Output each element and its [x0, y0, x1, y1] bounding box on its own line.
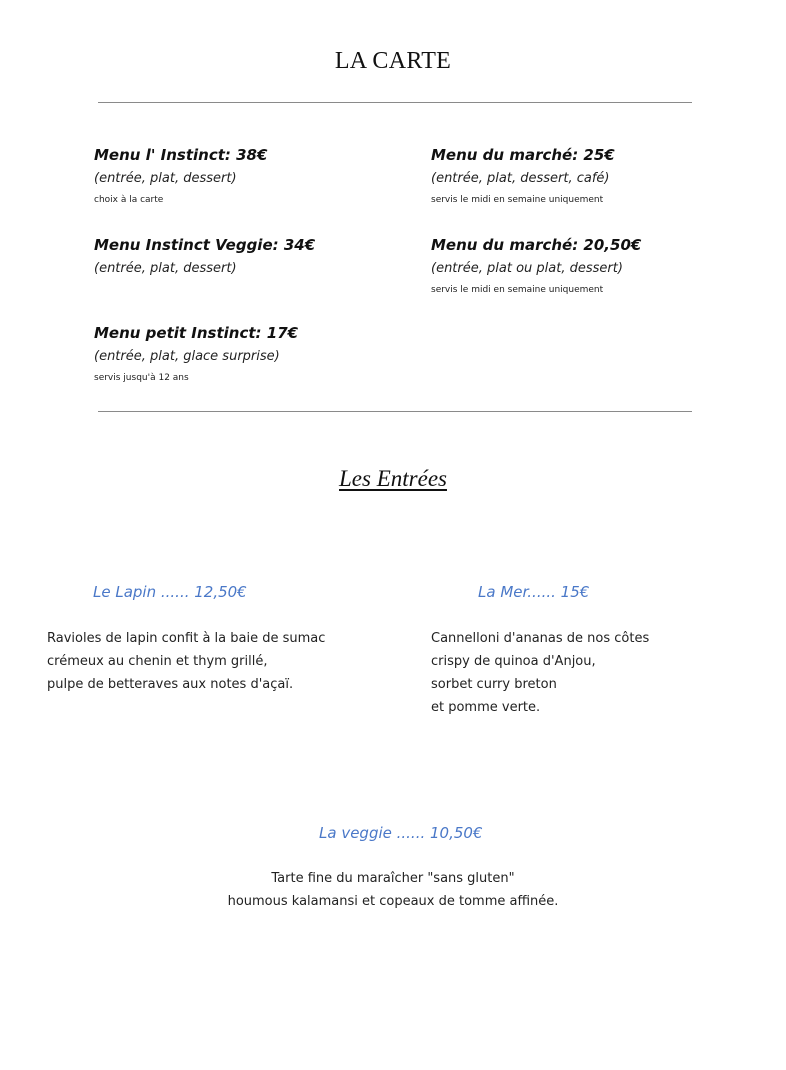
page-title: LA CARTE	[334, 48, 452, 74]
menu-note: servis le midi en semaine uniquement	[431, 285, 604, 295]
menu-description: (entrée, plat, dessert)	[94, 171, 237, 186]
menu-description: (entrée, plat ou plat, dessert)	[431, 261, 623, 276]
dish-line: crémeux au chenin et thym grillé,	[47, 654, 268, 669]
menu-item-marche-25	[431, 146, 615, 206]
dish-line: Ravioles de lapin confit à la baie de sumac	[47, 631, 326, 646]
menu-description: (entrée, plat, dessert, café)	[431, 171, 610, 186]
dish-line: pulpe de betteraves aux notes d'açaï.	[47, 677, 294, 692]
dish-line: crispy de quinoa d'Anjou,	[431, 654, 596, 669]
menu-name: Menu du marché: 20,50€	[431, 236, 642, 254]
menu-name: Menu l' Instinct: 38€	[94, 146, 268, 164]
dish-line: Cannelloni d'ananas de nos côtes	[431, 631, 650, 646]
menu-note: servis le midi en semaine uniquement	[431, 195, 604, 205]
menu-name: Menu du marché: 25€	[431, 146, 615, 164]
menu-description: (entrée, plat, glace surprise)	[94, 349, 280, 364]
dish-description-lapin	[47, 627, 325, 696]
divider-top	[98, 102, 692, 103]
dish-name-veggie: La veggie ...... 10,50€	[319, 824, 483, 842]
menu-note: servis jusqu'à 12 ans	[94, 373, 189, 383]
menu-name: Menu Instinct Veggie: 34€	[94, 236, 316, 254]
dish-description-mer	[431, 627, 649, 719]
menu-name: Menu petit Instinct: 17€	[94, 324, 299, 342]
dish-line: Tarte fine du maraîcher "sans gluten"	[271, 871, 515, 886]
menu-item-marche-2050	[431, 236, 641, 296]
dish-description-veggie	[143, 867, 643, 913]
menu-item-instinct-veggie	[94, 236, 315, 277]
menu-description: (entrée, plat, dessert)	[94, 261, 237, 276]
divider-bottom	[98, 411, 692, 412]
section-title: Les Entrées	[339, 466, 447, 491]
menu-item-petit-instinct	[94, 324, 298, 384]
menu-item-instinct	[94, 146, 267, 206]
dish-line: et pomme verte.	[431, 700, 541, 715]
menu-note: choix à la carte	[94, 195, 164, 205]
dish-line: sorbet curry breton	[431, 677, 557, 692]
dish-name-lapin: Le Lapin ...... 12,50€	[93, 583, 247, 601]
dish-name-mer: La Mer...... 15€	[478, 583, 590, 601]
dish-line: houmous kalamansi et copeaux de tomme affinée.	[227, 894, 559, 909]
